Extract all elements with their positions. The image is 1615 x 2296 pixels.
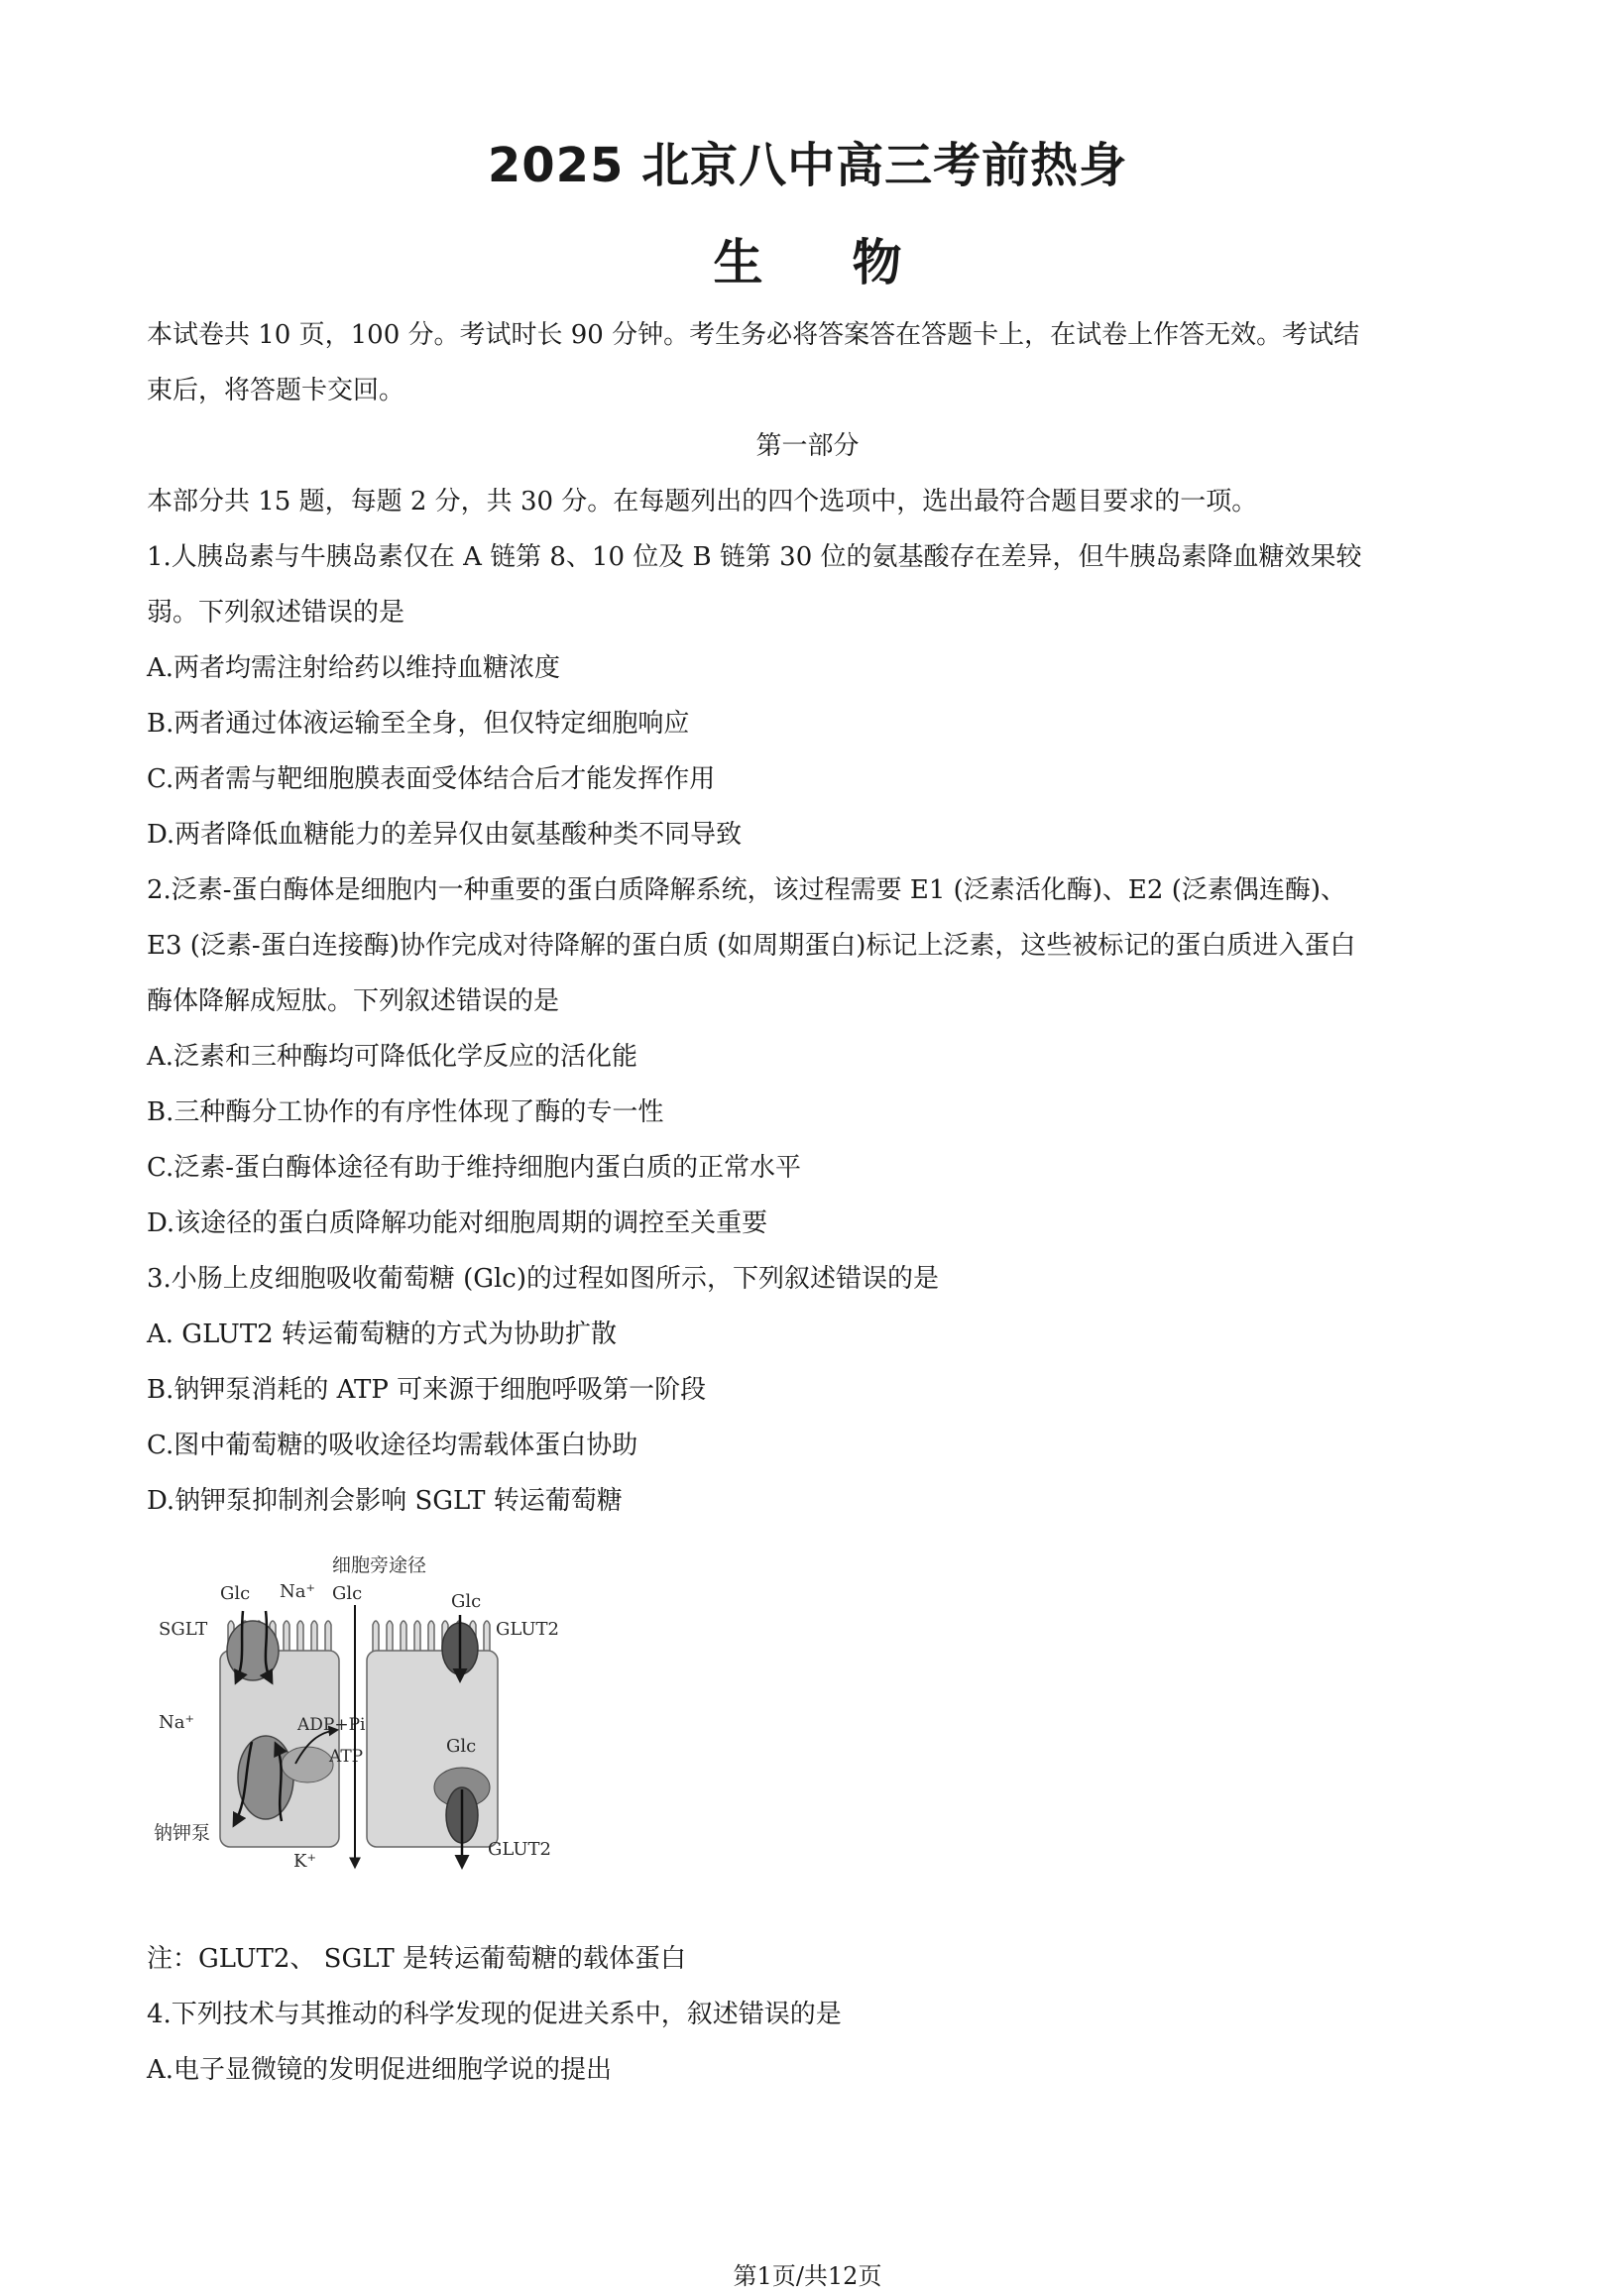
exam-title: 2025 北京八中高三考前热身 (487, 138, 1128, 193)
q1-option-a: A.两者均需注射给药以维持血糖浓度 (147, 653, 561, 683)
pump-k-label: K⁺ (293, 1851, 316, 1872)
q2-stem-line-1: 2.泛素-蛋白酶体是细胞内一种重要的蛋白质降解系统，该过程需要 E1 (泛素活化酶)、E2 (泛素偶连酶)、 (147, 875, 1347, 905)
figure-note: 注：GLUT2、 SGLT 是转运葡萄糖的载体蛋白 (147, 1944, 687, 1974)
sglt-label: SGLT (159, 1619, 208, 1640)
subject-title: 生物 (713, 234, 991, 291)
pump-na-label: Na⁺ (159, 1712, 194, 1733)
paracellular-label: 细胞旁途径 (332, 1554, 427, 1576)
q3-option-b: B.钠钾泵消耗的 ATP 可来源于细胞呼吸第一阶段 (147, 1375, 707, 1405)
glut2-bottom-label: GLUT2 (488, 1839, 551, 1860)
glut2-bottom-glc-label: Glc (446, 1736, 477, 1757)
q2-stem-line-2: E3 (泛素-蛋白连接酶)协作完成对待降解的蛋白质 (如周期蛋白)标记上泛素，这些被标记的蛋白质进入蛋白 (147, 931, 1356, 961)
q2-option-d: D.该途径的蛋白质降解功能对细胞周期的调控至关重要 (147, 1208, 768, 1238)
adp-pi-label: ADP+Pi (297, 1715, 366, 1735)
q2-option-c: C.泛素-蛋白酶体途径有助于维持细胞内蛋白质的正常水平 (147, 1153, 802, 1183)
q1-option-c: C.两者需与靶细胞膜表面受体结合后才能发挥作用 (147, 764, 716, 794)
page-number: 第1页/共12页 (733, 2262, 882, 2290)
q4-option-a: A.电子显微镜的发明促进细胞学说的提出 (147, 2055, 613, 2085)
q1-stem-line-2: 弱。下列叙述错误的是 (147, 598, 405, 628)
pump-label: 钠钾泵 (154, 1822, 211, 1844)
atp-label: ATP (329, 1747, 364, 1767)
q1-option-b: B.两者通过体液运输至全身，但仅特定细胞响应 (147, 709, 690, 739)
glucose-absorption-diagram (149, 1551, 615, 1889)
q2-option-b: B.三种酶分工协作的有序性体现了酶的专一性 (147, 1097, 664, 1127)
glut2-top-label: GLUT2 (496, 1619, 559, 1640)
q3-option-d: D.钠钾泵抑制剂会影响 SGLT 转运葡萄糖 (147, 1486, 623, 1516)
q4-stem-line-1: 4.下列技术与其推动的科学发现的促进关系中，叙述错误的是 (147, 2000, 842, 2029)
sglt-na-label: Na⁺ (280, 1581, 315, 1602)
q3-option-c: C.图中葡萄糖的吸收途径均需载体蛋白协助 (147, 1431, 638, 1460)
q1-option-d: D.两者降低血糖能力的差异仅由氨基酸种类不同导致 (147, 820, 743, 850)
q2-option-a: A.泛素和三种酶均可降低化学反应的活化能 (147, 1042, 638, 1072)
glut2-top-glc-label: Glc (451, 1591, 482, 1612)
paracellular-glc-label: Glc (332, 1583, 363, 1604)
q2-stem-line-3: 酶体降解成短肽。下列叙述错误的是 (147, 986, 560, 1016)
sglt-glc-label: Glc (220, 1583, 251, 1604)
q3-option-a: A. GLUT2 转运葡萄糖的方式为协助扩散 (147, 1320, 617, 1349)
part-heading: 第一部分 (755, 431, 860, 461)
part-instruction: 本部分共 15 题，每题 2 分，共 30 分。在每题列出的四个选项中，选出最符合题目要求的一项。 (147, 487, 1258, 517)
intro-line-1: 本试卷共 10 页，100 分。考试时长 90 分钟。考生务必将答案答在答题卡上，在试卷上作答无效。考试结 (147, 320, 1360, 350)
q3-stem-line-1: 3.小肠上皮细胞吸收葡萄糖 (Glc)的过程如图所示，下列叙述错误的是 (147, 1264, 940, 1294)
intro-line-2: 束后，将答题卡交回。 (147, 376, 405, 405)
q1-stem-line-1: 1.人胰岛素与牛胰岛素仅在 A 链第 8、10 位及 B 链第 30 位的氨基酸存在差异，但牛胰岛素降血糖效果较 (147, 542, 1362, 572)
